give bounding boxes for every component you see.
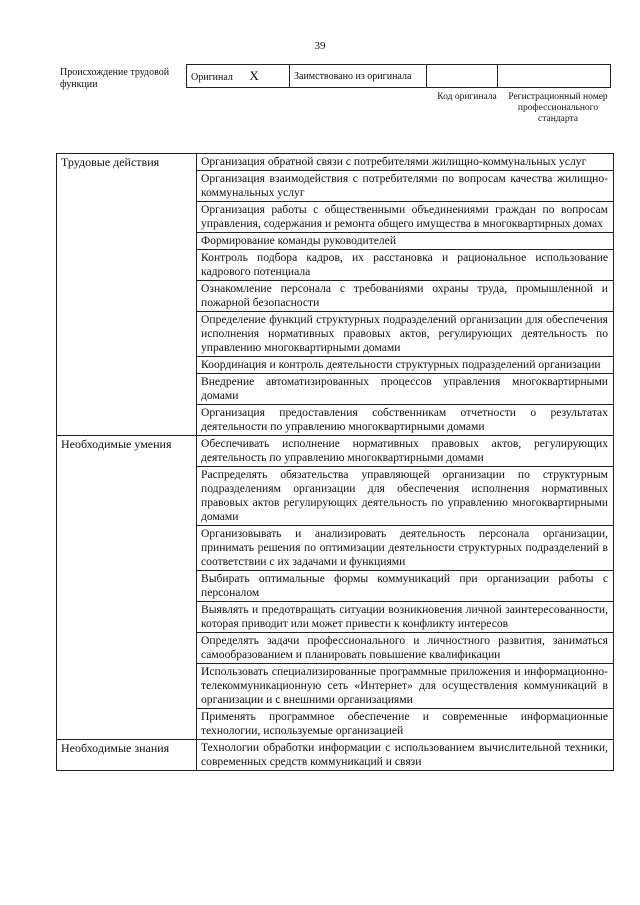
original-cell xyxy=(187,65,290,88)
table-row xyxy=(57,436,614,467)
code-caption: Код оригинала xyxy=(437,92,497,102)
section-item: Контроль подбора кадров, их расстановка и рациональное использование кадрового потенциала xyxy=(197,250,614,281)
code-cell xyxy=(427,65,498,88)
section-item: Внедрение автоматизированных процессов управления многоквартирными домами xyxy=(197,374,614,405)
section-item: Обеспечивать исполнение нормативных правовых актов, регулирующих деятельность по управлению многоквартирными домами xyxy=(197,436,614,467)
table-row xyxy=(57,154,614,171)
section-item: Выявлять и предотвращать ситуации возникновения личной заинтересованности, которая приводит или может привести к конфликту интересов xyxy=(197,602,614,633)
page-number: 39 xyxy=(314,40,326,52)
section-item: Организовывать и анализировать деятельность персонала организации, принимать решения по оптимизации деятельности структурных подразделений в соответствии с их задачами и функциями xyxy=(197,526,614,571)
section-item: Ознакомление персонала с требованиями охраны труда, промышленной и пожарной безопасности xyxy=(197,281,614,312)
section-item: Организация предоставления собственникам отчетности о результатах деятельности по управлению многоквартирными домами xyxy=(197,405,614,436)
section-item: Координация и контроль деятельности структурных подразделений организации xyxy=(197,357,614,374)
function-table xyxy=(56,153,614,771)
section-item: Распределять обязательства управляющей организации по структурным подразделениям организации для обеспечения исполнения нормативных правовых актов регулирующих деятельность по управлению многоквартирными домами xyxy=(197,467,614,526)
reg-number-caption: Регистрационный номер профессионального стандарта xyxy=(508,92,608,124)
reg-number-cell xyxy=(498,65,611,88)
section-item: Организация обратной связи с потребителями жилищно-коммунальных услуг xyxy=(197,154,614,171)
origin-label: Происхождение трудовой функции xyxy=(60,67,170,90)
section-item: Определять задачи профессионального и личностного развития, заниматься самообразованием и планировать повышение квалификации xyxy=(197,633,614,664)
section-item: Организация взаимодействия с потребителями по вопросам качества жилищно-коммунальных услуг xyxy=(197,171,614,202)
section-item: Формирование команды руководителей xyxy=(197,233,614,250)
section-item: Применять программное обеспечение и современные информационные технологии, используемые организацией xyxy=(197,709,614,740)
table-row xyxy=(57,740,614,771)
original-label: Оригинал xyxy=(191,71,233,83)
section-item: Определение функций структурных подразделений организации для обеспечения исполнения нормативных правовых актов, регулирующих деятельность по управлению многоквартирными домами xyxy=(197,312,614,357)
section-item: Организация работы с общественными объединениями граждан по вопросам управления, содержания и ремонта общего имущества в многоквартирных домах xyxy=(197,202,614,233)
origin-table xyxy=(186,64,611,88)
section-item: Использовать специализированные программные приложения и информационно-телекоммуникационную сеть «Интернет» для осуществления коммуникаций в организации и с внешними организациями xyxy=(197,664,614,709)
borrowed-label: Заимствовано из оригинала xyxy=(290,65,427,88)
section-title: Трудовые действия xyxy=(57,154,197,436)
original-mark: X xyxy=(249,67,259,83)
section-item: Технологии обработки информации с использованием вычислительной техники, современных средств коммуникаций и связи xyxy=(197,740,614,771)
section-item: Выбирать оптимальные формы коммуникаций при организации работы с персоналом xyxy=(197,571,614,602)
section-title: Необходимые умения xyxy=(57,436,197,740)
section-title: Необходимые знания xyxy=(57,740,197,771)
